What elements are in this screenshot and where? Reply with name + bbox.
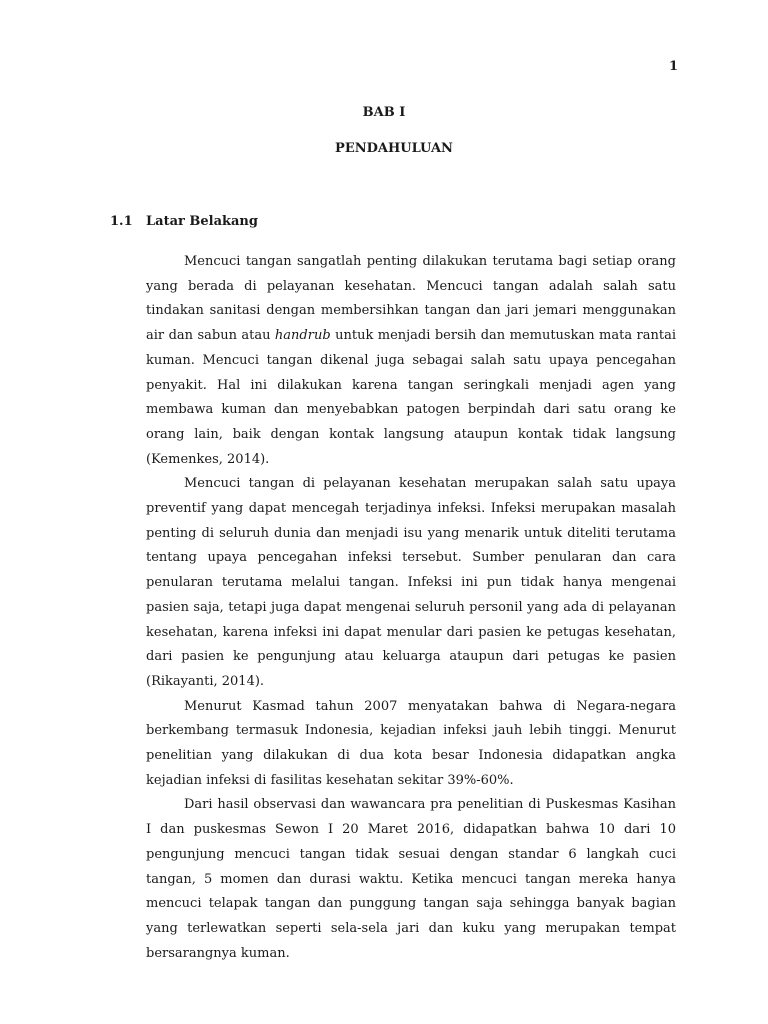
paragraph-1-part-2: untuk menjadi bersih dan memutuskan mata rantai kuman. Mencuci tangan dikenal juga sebagai salah satu upaya pencegahan penyakit. Hal ini dilakukan karena tangan seringkali menjadi agen yang membawa kuman dan menyebabkan patogen berpindah dari satu orang ke orang lain, baik dengan kontak langsung ataupun kontak tidak langsung (Kemenkes, 2014). xyxy=(146,328,676,467)
chapter-label: BAB I xyxy=(362,105,406,120)
section-title: Latar Belakang xyxy=(146,214,258,229)
page-number: 1 xyxy=(668,59,678,74)
paragraph-1-part-1: Mencuci tangan sangatlah penting dilakukan terutama bagi setiap orang yang berada di pelayanan kesehatan. Mencuci tangan adalah salah satu tindakan sanitasi dengan membersihkan tangan dan jari jemari menggunakan air dan sabun atau xyxy=(146,254,676,344)
paragraph-3: Menurut Kasmad tahun 2007 menyatakan bahwa di Negara-negara berkembang termasuk Indonesia, kejadian infeksi jauh lebih tinggi. Menurut penelitian yang dilakukan di dua kota besar Indonesia didapatkan angka kejadian infeksi di fasilitas kesehatan sekitar 39%-60%. xyxy=(146,698,676,788)
italic-term-handrub: handrub xyxy=(274,328,331,344)
body-text xyxy=(146,250,676,966)
paragraph-4: Dari hasil observasi dan wawancara pra penelitian di Puskesmas Kasihan I dan puskesmas Sewon I 20 Maret 2016, didapatkan bahwa 10 dari 10 pengunjung mencuci tangan tidak sesuai dengan standar 6 langkah cuci tangan, 5 momen dan durasi waktu. Ketika mencuci tangan mereka hanya mencuci telapak tangan dan punggung tangan saja sehingga banyak bagian yang terlewatkan seperti sela-sela jari dan kuku yang merupakan tempat bersarangnya kuman. xyxy=(146,797,676,961)
paragraph-1 xyxy=(146,250,676,472)
section-heading xyxy=(110,214,258,229)
section-number: 1.1 xyxy=(110,214,133,229)
chapter-title: PENDAHULUAN xyxy=(335,141,453,156)
paragraph-2: Mencuci tangan di pelayanan kesehatan merupakan salah satu upaya preventif yang dapat mencegah terjadinya infeksi. Infeksi merupakan masalah penting di seluruh dunia dan menjadi isu yang menarik untuk diteliti terutama tentang upaya pencegahan infeksi tersebut. Sumber penularan dan cara penularan terutama melalui tangan. Infeksi ini pun tidak hanya mengenai pasien saja, tetapi juga dapat mengenai seluruh personil yang ada di pelayanan kesehatan, karena infeksi ini dapat menular dari pasien ke petugas kesehatan, dari pasien ke pengunjung atau keluarga ataupun dari petugas ke pasien (Rikayanti, 2014). xyxy=(146,476,676,689)
